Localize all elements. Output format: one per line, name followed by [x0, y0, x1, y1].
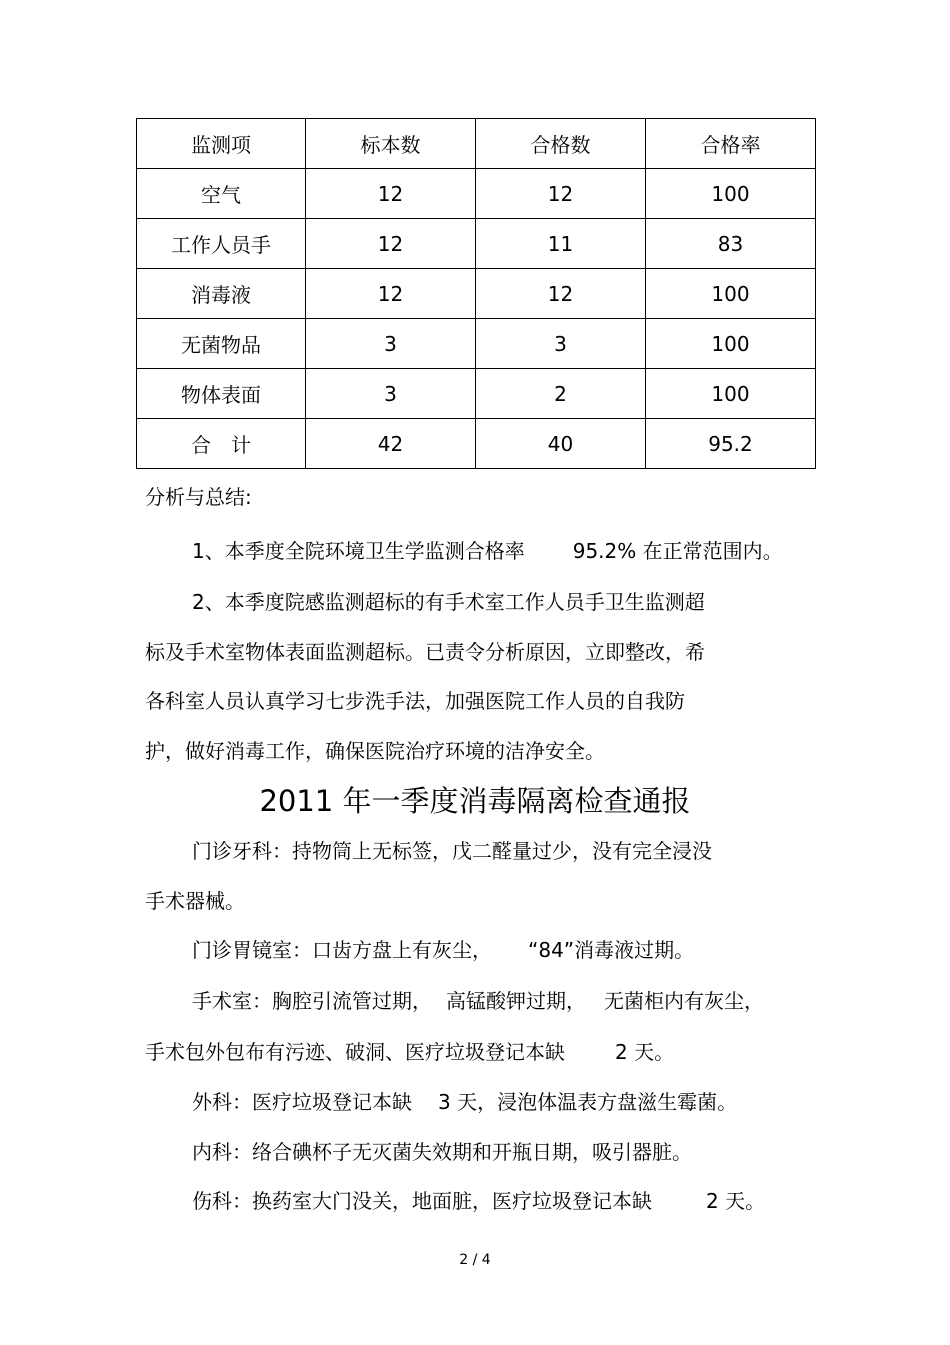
table-cell: 100	[646, 169, 816, 219]
table-row	[137, 369, 816, 419]
table-header-row	[137, 119, 816, 169]
table-row	[137, 419, 816, 469]
dental-line-2: 手术器械。	[145, 889, 245, 913]
monitoring-table	[136, 118, 816, 469]
table-cell: 100	[646, 269, 816, 319]
table-cell: 合格率	[646, 119, 816, 169]
table-cell: 3	[306, 319, 476, 369]
table-cell: 2	[476, 369, 646, 419]
table-cell: 3	[476, 319, 646, 369]
table-row	[137, 169, 816, 219]
table-cell: 消毒液	[137, 269, 306, 319]
dental-line-1: 门诊牙科：持物筒上无标签，戊二醛量过少，没有完全浸没	[192, 839, 712, 863]
table-cell: 无菌物品	[137, 319, 306, 369]
table-cell: 12	[306, 269, 476, 319]
report-title: 2011 年一季度消毒隔离检查通报	[259, 784, 691, 818]
table-cell: 100	[646, 319, 816, 369]
table-cell: 标本数	[306, 119, 476, 169]
analysis-paragraph-2-line-2: 标及手术室物体表面监测超标。已责令分析原因，立即整改，希	[145, 640, 705, 664]
trauma-line: 伤科：换药室大门没关，地面脏，医疗垃圾登记本缺 2 天。	[192, 1189, 766, 1213]
table-cell: 11	[476, 219, 646, 269]
table-cell: 12	[306, 169, 476, 219]
table-cell: 12	[476, 269, 646, 319]
table-cell: 95.2	[646, 419, 816, 469]
analysis-paragraph-2-line-4: 护，做好消毒工作，确保医院治疗环境的洁净安全。	[145, 739, 605, 763]
table-row	[137, 269, 816, 319]
analysis-heading: 分析与总结:	[145, 485, 252, 509]
table-cell: 物体表面	[137, 369, 306, 419]
table-cell: 合 计	[137, 419, 306, 469]
table-cell: 40	[476, 419, 646, 469]
table-cell: 监测项	[137, 119, 306, 169]
table-cell: 工作人员手	[137, 219, 306, 269]
table-row	[137, 319, 816, 369]
external-medicine-line: 外科：医疗垃圾登记本缺 3 天，浸泡体温表方盘滋生霉菌。	[192, 1090, 738, 1114]
analysis-paragraph-2-line-3: 各科室人员认真学习七步洗手法，加强医院工作人员的自我防	[145, 689, 685, 713]
table-cell: 3	[306, 369, 476, 419]
gastroscopy-line: 门诊胃镜室：口齿方盘上有灰尘， “84”消毒液过期。	[192, 938, 695, 962]
table-cell: 83	[646, 219, 816, 269]
surgery-line-2: 手术包外包布有污迹、破洞、医疗垃圾登记本缺 2 天。	[145, 1040, 675, 1064]
table-cell: 合格数	[476, 119, 646, 169]
page-number: 2 / 4	[459, 1252, 491, 1268]
surgery-line-1: 手术室：胸腔引流管过期， 高锰酸钾过期， 无菌柜内有灰尘，	[192, 989, 764, 1013]
table-cell: 42	[306, 419, 476, 469]
analysis-paragraph-2-line-1: 2、本季度院感监测超标的有手术室工作人员手卫生监测超	[192, 590, 705, 614]
table-cell: 12	[476, 169, 646, 219]
table-cell: 12	[306, 219, 476, 269]
table-cell: 空气	[137, 169, 306, 219]
table-cell: 100	[646, 369, 816, 419]
table-row	[137, 219, 816, 269]
analysis-paragraph-1: 1、本季度全院环境卫生学监测合格率 95.2% 在正常范围内。	[192, 539, 783, 563]
internal-medicine-line: 内科：络合碘杯子无灭菌失效期和开瓶日期，吸引器脏。	[192, 1140, 692, 1164]
